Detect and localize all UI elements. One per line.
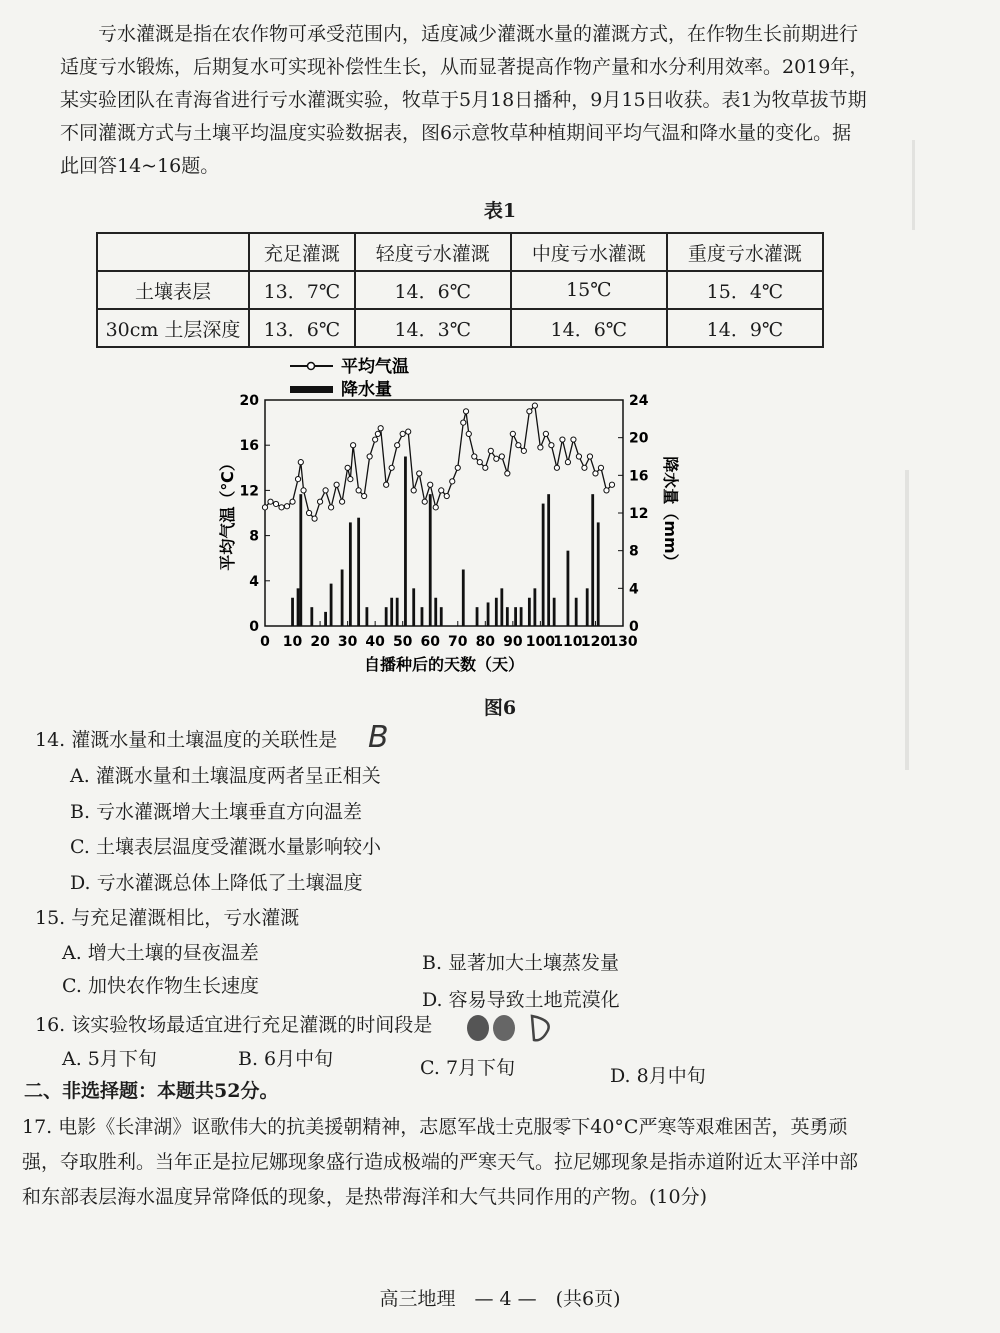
y-right-tick-label: 0 — [629, 619, 639, 635]
temperature-point — [312, 516, 317, 521]
q14-option-b: B. 亏水灌溉增大土壤垂直方向温差 — [70, 801, 363, 823]
temperature-point — [298, 460, 303, 465]
scan-artifact — [912, 140, 915, 230]
temperature-point — [461, 420, 466, 425]
question-17-score: (10分) — [649, 1186, 708, 1208]
precipitation-bar — [520, 607, 523, 626]
temperature-point — [455, 465, 460, 470]
precipitation-bar — [476, 607, 479, 626]
temperature-point — [582, 465, 587, 470]
table-header-row — [97, 233, 823, 271]
precipitation-bar — [429, 494, 432, 626]
y-left-tick-label: 20 — [239, 393, 259, 409]
temperature-point — [463, 409, 468, 414]
temperature-point — [576, 454, 581, 459]
table-cell: 14．9℃ — [667, 309, 823, 347]
table-header-cell — [97, 233, 249, 271]
table-header-cell: 中度亏水灌溉 — [511, 233, 667, 271]
temperature-point — [395, 443, 400, 448]
temperature-point — [532, 403, 537, 408]
precipitation-bar — [597, 522, 600, 626]
temperature-point — [527, 409, 532, 414]
q14-option-c: C. 土壤表层温度受灌溉水量影响较小 — [70, 836, 381, 858]
temperature-point — [356, 488, 361, 493]
temperature-point — [262, 505, 267, 510]
y-right-tick-label: 8 — [629, 543, 639, 560]
soil-temperature-table — [96, 232, 824, 348]
legend-marker-temperature — [308, 363, 315, 370]
q16-option-d: D. 8月中旬 — [610, 1065, 706, 1087]
y-right-axis-label: 降水量（mm） — [661, 456, 680, 570]
temperature-point — [549, 443, 554, 448]
temperature-point — [400, 431, 405, 436]
temperature-point — [483, 465, 488, 470]
precipitation-bar — [324, 612, 327, 626]
legend-label-temperature: 平均气温 — [341, 357, 409, 377]
precipitation-bar — [514, 607, 517, 626]
temperature-point — [444, 493, 449, 498]
precipitation-bar — [533, 588, 536, 626]
y-left-axis-label: 平均气温（℃） — [218, 455, 237, 571]
x-axis-label: 自播种后的天数（天） — [363, 655, 525, 674]
handwritten-scribble-icon — [462, 1012, 562, 1051]
temperature-point — [538, 445, 543, 450]
question-15-stem: 15. 与充足灌溉相比，亏水灌溉 — [35, 907, 300, 929]
precipitation-bar — [341, 570, 344, 627]
temperature-point — [505, 471, 510, 476]
precipitation-bar — [357, 518, 360, 626]
table-cell: 14．6℃ — [355, 271, 511, 309]
precipitation-bar — [462, 570, 465, 627]
x-tick-label: 130 — [608, 634, 638, 650]
temperature-point — [494, 456, 499, 461]
temperature-point — [268, 499, 273, 504]
q15-option-d: D. 容易导致土地荒漠化 — [422, 989, 620, 1011]
y-left-tick-label: 0 — [249, 619, 259, 635]
temperature-point — [428, 482, 433, 487]
x-tick-label: 0 — [260, 634, 270, 650]
table-cell: 土壤表层 — [97, 271, 249, 309]
temperature-point — [284, 504, 289, 509]
temperature-point — [521, 448, 526, 453]
temperature-point — [411, 488, 416, 493]
precipitation-bar — [575, 598, 578, 626]
temperature-point — [417, 471, 422, 476]
precipitation-bar — [349, 522, 352, 626]
question-16-stem: 16. 该实验牧场最适宜进行充足灌溉的时间段是 — [35, 1014, 433, 1036]
q16-option-c: C. 7月下旬 — [420, 1057, 516, 1079]
precipitation-bar — [591, 494, 594, 626]
temperature-point — [323, 488, 328, 493]
temperature-point — [301, 488, 306, 493]
temperature-point — [477, 460, 482, 465]
precipitation-bar — [547, 494, 550, 626]
temperature-point — [273, 501, 278, 506]
table-cell: 30cm 土层深度 — [97, 309, 249, 347]
y-left-tick-label: 12 — [239, 483, 259, 500]
temperature-point — [306, 510, 311, 515]
temperature-point — [351, 443, 356, 448]
temperature-point — [466, 431, 471, 436]
precipitation-bar — [299, 494, 302, 626]
temperature-point — [290, 499, 295, 504]
x-tick-label: 120 — [580, 634, 611, 650]
temperature-point — [598, 465, 603, 470]
x-tick-label: 30 — [337, 634, 358, 650]
temperature-point — [499, 454, 504, 459]
table-caption: 表1 — [483, 200, 517, 222]
question-17-text — [22, 1110, 862, 1215]
y-left-tick-label: 8 — [249, 528, 259, 545]
x-tick-label: 10 — [282, 634, 303, 650]
y-right-tick-label: 20 — [629, 430, 649, 447]
question-14-stem: 14. 灌溉水量和土壤温度的关联性是 — [35, 729, 338, 751]
table-header-cell: 充足灌溉 — [249, 233, 355, 271]
table-header-cell: 重度亏水灌溉 — [667, 233, 823, 271]
temperature-point — [295, 477, 300, 482]
precipitation-bar — [297, 588, 300, 626]
temperature-point — [587, 454, 592, 459]
temperature-point — [348, 477, 353, 482]
temperature-point — [554, 465, 559, 470]
temperature-point — [516, 443, 521, 448]
page-footer: 高三地理 — 4 — (共6页) — [379, 1288, 621, 1310]
legend-marker-precipitation — [290, 386, 333, 393]
precipitation-bar — [434, 598, 437, 626]
precipitation-bar — [390, 598, 393, 626]
temperature-point — [560, 437, 565, 442]
precipitation-bar — [330, 584, 333, 626]
table-cell: 13．6℃ — [249, 309, 355, 347]
precipitation-bar — [528, 598, 531, 626]
precipitation-bar — [495, 598, 498, 626]
section-2-heading: 二、非选择题：本题共52分。 — [24, 1080, 279, 1102]
temperature-point — [384, 482, 389, 487]
handwritten-answer-mark: B — [368, 720, 389, 755]
table-row — [97, 271, 823, 309]
temperature-point — [378, 426, 383, 431]
precipitation-bar — [412, 588, 415, 626]
precipitation-bar — [385, 607, 388, 626]
intro-paragraph: 亏水灌溉是指在农作物可承受范围内，适度减少灌溉水量的灌溉方式，在作物生长前期进行适度亏水锻炼，后期复水可实现补偿性生长，从而显著提高作物产量和水分利用效率。2019年，某实验团队在青海省进行亏水灌溉实验，牧草于5月18日播种，9月15日收获。表1为牧草拔节期不同灌溉方式与土壤平均温度实验数据表，图6示意牧草种植期间平均气温和降水量的变化。据此回答14~16题。 — [60, 23, 869, 177]
temperature-point — [593, 471, 598, 476]
temperature-point — [279, 505, 284, 510]
table-row — [97, 309, 823, 347]
x-tick-label: 80 — [475, 634, 496, 650]
temperature-point — [565, 460, 570, 465]
temperature-point — [422, 499, 427, 504]
temperature-point — [340, 499, 345, 504]
x-tick-label: 90 — [503, 634, 523, 650]
temperature-point — [373, 437, 378, 442]
precipitation-bar — [567, 551, 570, 626]
temperature-point — [406, 429, 411, 434]
precipitation-bar — [365, 607, 368, 626]
temperature-precipitation-chart — [215, 350, 680, 680]
temperature-point — [609, 482, 614, 487]
y-left-tick-label: 4 — [249, 573, 259, 590]
temperature-point — [375, 431, 380, 436]
precipitation-bar — [500, 588, 503, 626]
temperature-point — [510, 431, 515, 436]
temperature-point — [362, 493, 367, 498]
q14-option-a: A. 灌溉水量和土壤温度两者呈正相关 — [70, 765, 381, 787]
y-right-tick-label: 12 — [629, 506, 649, 522]
x-tick-label: 70 — [448, 634, 468, 650]
precipitation-bar — [553, 598, 556, 626]
q15-option-b: B. 显著加大土壤蒸发量 — [422, 952, 620, 974]
y-left-tick-label: 16 — [239, 438, 259, 455]
temperature-point — [439, 488, 444, 493]
x-tick-label: 20 — [310, 634, 330, 650]
temperature-point — [334, 482, 339, 487]
q15-option-a: A. 增大土壤的昼夜温差 — [62, 942, 259, 964]
temperature-point — [472, 454, 477, 459]
q16-option-b: B. 6月中旬 — [238, 1048, 334, 1070]
precipitation-bar — [506, 607, 509, 626]
precipitation-bar — [310, 607, 313, 626]
y-right-tick-label: 4 — [629, 581, 639, 598]
precipitation-bar — [291, 598, 294, 626]
temperature-point — [367, 454, 372, 459]
precipitation-bar — [586, 588, 589, 626]
precipitation-bar — [487, 602, 490, 626]
precipitation-bar — [404, 457, 407, 627]
x-tick-label: 50 — [392, 634, 413, 650]
x-tick-label: 100 — [525, 634, 556, 650]
temperature-point — [604, 488, 609, 493]
table-cell: 13．7℃ — [249, 271, 355, 309]
precipitation-bar — [396, 598, 399, 626]
q14-option-d: D. 亏水灌溉总体上降低了土壤温度 — [70, 872, 363, 894]
temperature-point — [571, 437, 576, 442]
temperature-point — [328, 505, 333, 510]
legend-label-precipitation: 降水量 — [341, 380, 392, 400]
y-right-tick-label: 16 — [629, 468, 649, 485]
temperature-point — [543, 431, 548, 436]
table-header-cell: 轻度亏水灌溉 — [355, 233, 511, 271]
table-cell: 15．4℃ — [667, 271, 823, 309]
temperature-point — [317, 499, 322, 504]
x-tick-label: 40 — [365, 634, 385, 650]
x-tick-label: 60 — [420, 634, 440, 650]
temperature-point — [450, 479, 455, 484]
x-tick-label: 110 — [553, 634, 583, 650]
figure-caption: 图6 — [483, 697, 517, 719]
precipitation-bar — [421, 607, 424, 626]
precipitation-bar — [542, 504, 545, 626]
temperature-point — [488, 448, 493, 453]
question-17-body: 17. 电影《长津湖》讴歌伟大的抗美援朝精神，志愿军战士克服零下40°C严寒等艰难困苦，英勇顽强，夺取胜利。当年正是拉尼娜现象盛行造成极端的严寒天气。拉尼娜现象是指赤道附近太平洋中部和东部表层海水温度异常降低的现象，是热带海洋和大气共同作用的产物。 — [22, 1116, 859, 1208]
temperature-point — [345, 465, 350, 470]
table-cell: 14．6℃ — [511, 309, 667, 347]
table-cell: 15℃ — [511, 271, 667, 309]
y-right-tick-label: 24 — [629, 393, 649, 409]
q15-option-c: C. 加快农作物生长速度 — [62, 975, 259, 997]
table-cell: 14．3℃ — [355, 309, 511, 347]
precipitation-bar — [440, 607, 443, 626]
temperature-point — [433, 505, 438, 510]
q16-option-a: A. 5月下旬 — [62, 1048, 157, 1070]
scan-artifact — [905, 470, 909, 770]
temperature-point — [389, 465, 394, 470]
